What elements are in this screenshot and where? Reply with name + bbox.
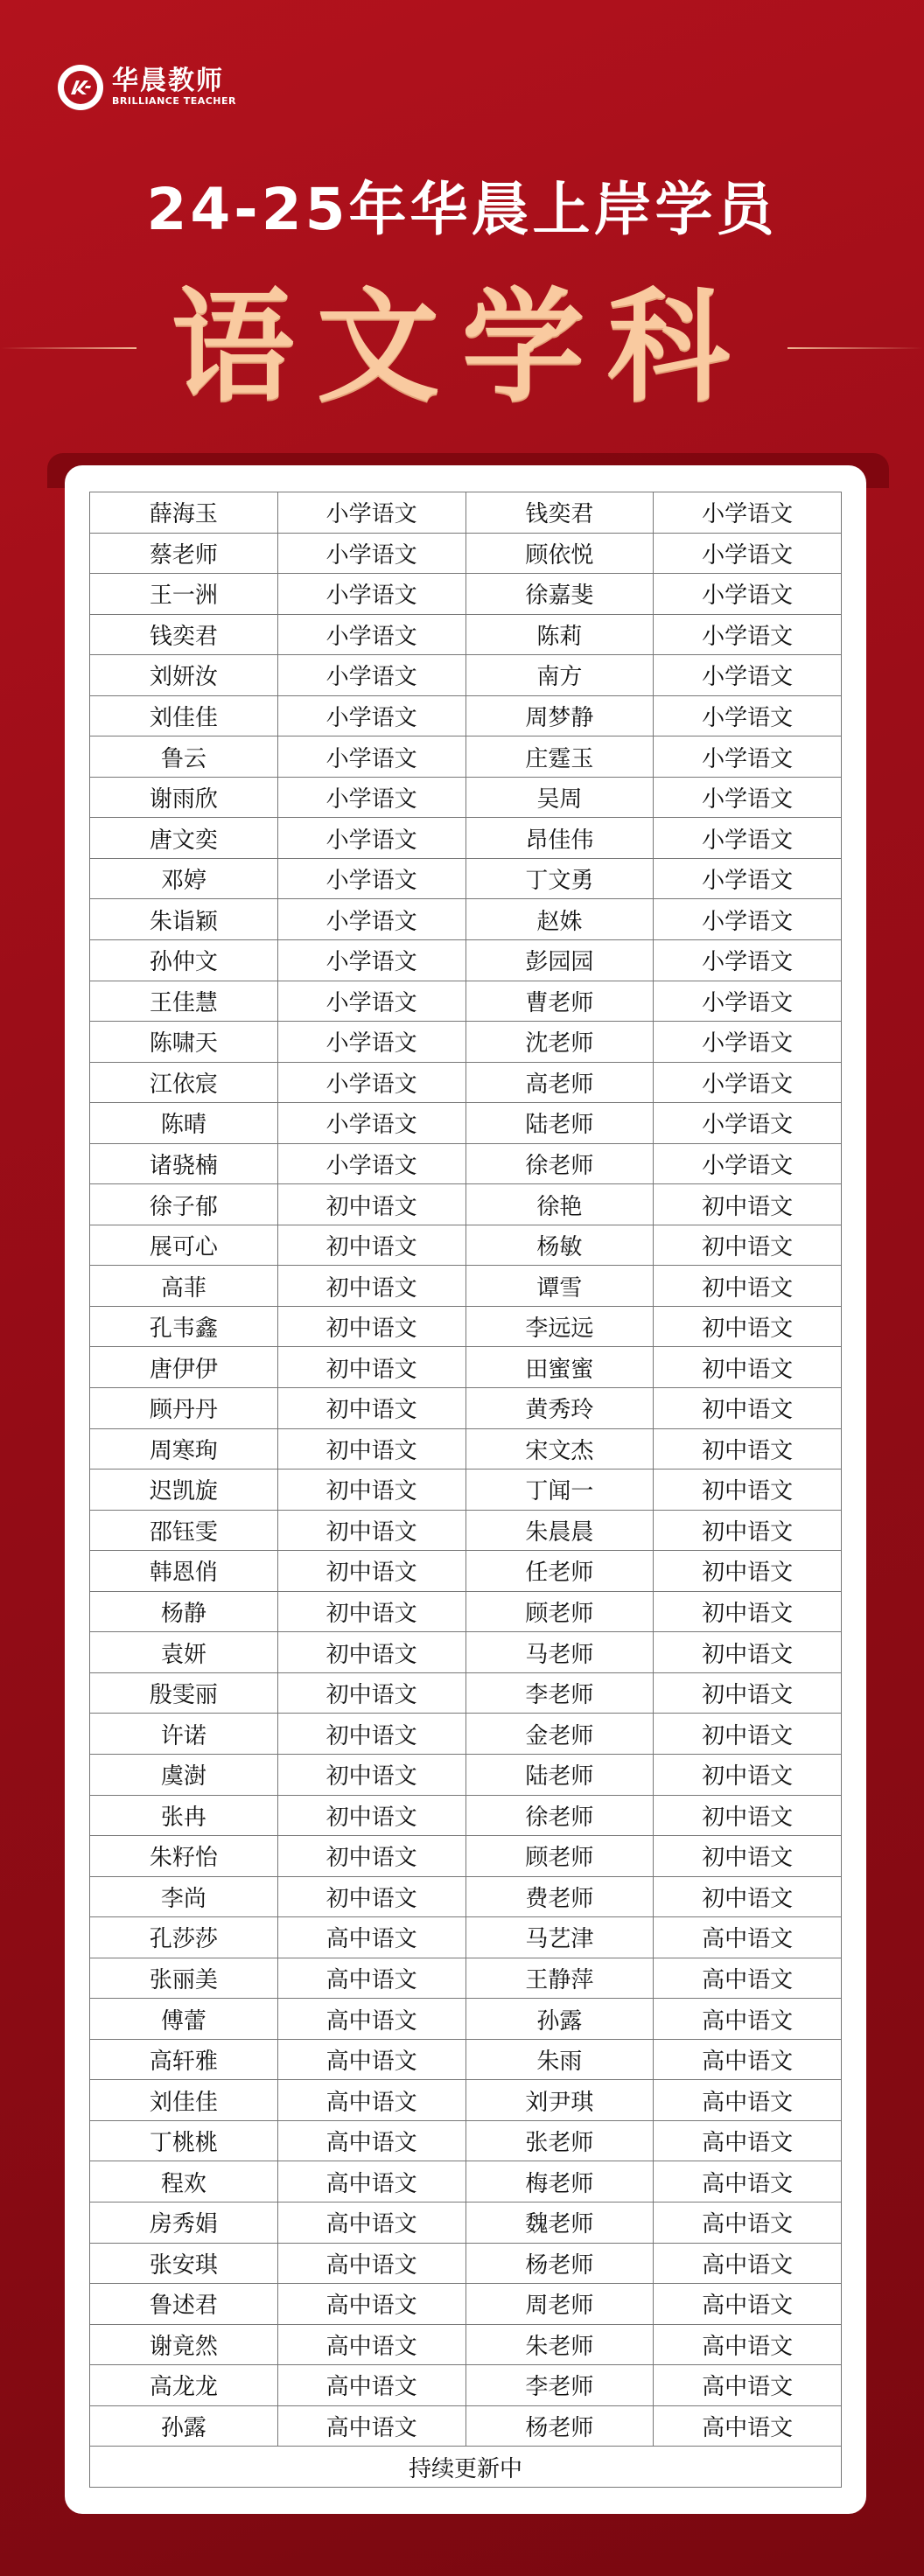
student-name-cell: 周梦静	[466, 695, 654, 736]
table-row	[90, 655, 842, 696]
table-row	[90, 1143, 842, 1184]
student-name-cell: 杨老师	[466, 2243, 654, 2284]
table-footer-row	[90, 2447, 842, 2488]
subject-cell: 小学语文	[654, 1022, 842, 1063]
subject-cell: 高中语文	[277, 2039, 466, 2080]
student-name-cell: 张冉	[90, 1795, 278, 1836]
subject-cell: 高中语文	[654, 1917, 842, 1958]
student-name-cell: 刘妍汝	[90, 655, 278, 696]
student-name-cell: 王佳慧	[90, 981, 278, 1022]
subject-cell: 初中语文	[654, 1428, 842, 1470]
subject-cell: 小学语文	[654, 858, 842, 899]
table-row	[90, 1999, 842, 2040]
student-name-cell: 孙露	[466, 1999, 654, 2040]
subject-cell: 初中语文	[654, 1795, 842, 1836]
subject-cell: 高中语文	[654, 2324, 842, 2365]
student-name-cell: 邓婷	[90, 858, 278, 899]
student-name-cell: 许诺	[90, 1714, 278, 1755]
table-row	[90, 2161, 842, 2203]
student-name-cell: 周老师	[466, 2284, 654, 2325]
subject-cell: 小学语文	[277, 574, 466, 615]
table-row	[90, 940, 842, 981]
table-row	[90, 2284, 842, 2325]
subject-cell: 高中语文	[654, 2243, 842, 2284]
subject-cell: 高中语文	[277, 1917, 466, 1958]
roster-table	[89, 492, 842, 2488]
table-row	[90, 1754, 842, 1795]
subject-cell: 小学语文	[277, 1022, 466, 1063]
subject-cell: 初中语文	[277, 1428, 466, 1470]
decorative-divider-left	[1, 347, 136, 349]
student-name-cell: 谢竟然	[90, 2324, 278, 2365]
subject-cell: 小学语文	[654, 981, 842, 1022]
subject-cell: 初中语文	[277, 1347, 466, 1388]
table-row	[90, 1917, 842, 1958]
subject-cell: 高中语文	[277, 2405, 466, 2447]
student-name-cell: 李远远	[466, 1306, 654, 1347]
table-row	[90, 1388, 842, 1429]
student-name-cell: 赵姝	[466, 899, 654, 940]
student-name-cell: 朱雨	[466, 2039, 654, 2080]
subject-cell: 小学语文	[277, 614, 466, 655]
student-name-cell: 沈老师	[466, 1022, 654, 1063]
subject-cell: 高中语文	[654, 2161, 842, 2203]
student-name-cell: 谢雨欣	[90, 777, 278, 818]
table-row	[90, 1306, 842, 1347]
roster-card	[65, 465, 866, 2514]
student-name-cell: 谭雪	[466, 1266, 654, 1307]
student-name-cell: 程欢	[90, 2161, 278, 2203]
subject-cell: 初中语文	[654, 1510, 842, 1551]
student-name-cell: 王一洲	[90, 574, 278, 615]
subject-cell: 初中语文	[654, 1551, 842, 1592]
subject-cell: 初中语文	[654, 1184, 842, 1225]
subject-cell: 初中语文	[277, 1225, 466, 1266]
table-row	[90, 1022, 842, 1063]
student-name-cell: 魏老师	[466, 2202, 654, 2243]
student-name-cell: 杨静	[90, 1591, 278, 1632]
student-name-cell: 庄霆玉	[466, 736, 654, 778]
student-name-cell: 孙露	[90, 2405, 278, 2447]
table-row	[90, 2324, 842, 2365]
subject-cell: 高中语文	[654, 2120, 842, 2161]
student-name-cell: 杨老师	[466, 2405, 654, 2447]
student-name-cell: 杨敏	[466, 1225, 654, 1266]
table-row	[90, 1836, 842, 1877]
subject-cell: 高中语文	[277, 2202, 466, 2243]
subject-cell: 高中语文	[277, 1958, 466, 1999]
subject-cell: 小学语文	[654, 492, 842, 534]
student-name-cell: 任老师	[466, 1551, 654, 1592]
student-name-cell: 张安琪	[90, 2243, 278, 2284]
student-name-cell: 刘尹琪	[466, 2080, 654, 2121]
student-name-cell: 昂佳伟	[466, 818, 654, 859]
student-name-cell: 马老师	[466, 1632, 654, 1673]
subject-cell: 初中语文	[277, 1388, 466, 1429]
student-name-cell: 周寒珣	[90, 1428, 278, 1470]
student-name-cell: 朱老师	[466, 2324, 654, 2365]
student-name-cell: 顾老师	[466, 1836, 654, 1877]
table-row	[90, 2243, 842, 2284]
student-name-cell: 彭园园	[466, 940, 654, 981]
table-row	[90, 614, 842, 655]
subject-cell: 小学语文	[654, 614, 842, 655]
subject-cell: 初中语文	[654, 1306, 842, 1347]
table-row	[90, 1470, 842, 1511]
table-row	[90, 1347, 842, 1388]
table-row	[90, 1225, 842, 1266]
subject-title: 语文学科	[171, 276, 752, 419]
subject-cell: 初中语文	[277, 1510, 466, 1551]
subject-cell: 小学语文	[654, 574, 842, 615]
student-name-cell: 陈啸天	[90, 1022, 278, 1063]
subject-cell: 高中语文	[654, 1958, 842, 1999]
student-name-cell: 刘佳佳	[90, 695, 278, 736]
student-name-cell: 宋文杰	[466, 1428, 654, 1470]
table-row	[90, 2120, 842, 2161]
student-name-cell: 朱诣颖	[90, 899, 278, 940]
student-name-cell: 李老师	[466, 2365, 654, 2406]
student-name-cell: 孔莎莎	[90, 1917, 278, 1958]
subject-cell: 小学语文	[277, 1062, 466, 1103]
subject-cell: 高中语文	[277, 2284, 466, 2325]
subject-cell: 小学语文	[277, 736, 466, 778]
subject-cell: 小学语文	[277, 695, 466, 736]
table-row	[90, 1510, 842, 1551]
student-name-cell: 王静萍	[466, 1958, 654, 1999]
student-name-cell: 迟凯旋	[90, 1470, 278, 1511]
subject-cell: 小学语文	[654, 818, 842, 859]
student-name-cell: 钱奕君	[466, 492, 654, 534]
decorative-divider-right	[788, 347, 923, 349]
subject-cell: 小学语文	[277, 818, 466, 859]
subject-cell: 初中语文	[654, 1836, 842, 1877]
subject-cell: 高中语文	[277, 2243, 466, 2284]
subject-cell: 初中语文	[277, 1672, 466, 1714]
brand-name-cn: 华晨教师	[112, 66, 224, 96]
student-name-cell: 江依宸	[90, 1062, 278, 1103]
table-row	[90, 1795, 842, 1836]
student-name-cell: 蔡老师	[90, 533, 278, 574]
subject-cell: 小学语文	[654, 940, 842, 981]
student-name-cell: 孙仲文	[90, 940, 278, 981]
student-name-cell: 张老师	[466, 2120, 654, 2161]
table-row	[90, 2202, 842, 2243]
subject-cell: 高中语文	[654, 2405, 842, 2447]
subject-header	[0, 278, 924, 418]
subject-cell: 初中语文	[654, 1225, 842, 1266]
student-name-cell: 展可心	[90, 1225, 278, 1266]
student-name-cell: 孔韦鑫	[90, 1306, 278, 1347]
student-name-cell: 高轩雅	[90, 2039, 278, 2080]
student-name-cell: 马艺津	[466, 1917, 654, 1958]
student-name-cell: 顾丹丹	[90, 1388, 278, 1429]
subject-cell: 初中语文	[277, 1266, 466, 1307]
subject-cell: 高中语文	[277, 2120, 466, 2161]
subject-cell: 小学语文	[277, 655, 466, 696]
table-row	[90, 2039, 842, 2080]
table-row	[90, 1103, 842, 1144]
student-name-cell: 金老师	[466, 1714, 654, 1755]
student-name-cell: 吴周	[466, 777, 654, 818]
subject-cell: 高中语文	[654, 1999, 842, 2040]
student-name-cell: 徐艳	[466, 1184, 654, 1225]
subject-cell: 小学语文	[277, 492, 466, 534]
subject-cell: 高中语文	[654, 2080, 842, 2121]
brand-name-en: BRILLIANCE TEACHER	[112, 95, 236, 107]
student-name-cell: 朱籽怡	[90, 1836, 278, 1877]
subject-cell: 小学语文	[654, 1062, 842, 1103]
table-row	[90, 777, 842, 818]
student-name-cell: 虞澍	[90, 1754, 278, 1795]
subject-cell: 初中语文	[654, 1388, 842, 1429]
table-row	[90, 574, 842, 615]
subject-cell: 初中语文	[654, 1347, 842, 1388]
student-name-cell: 费老师	[466, 1876, 654, 1917]
student-name-cell: 丁桃桃	[90, 2120, 278, 2161]
table-row	[90, 1876, 842, 1917]
subject-cell: 小学语文	[654, 736, 842, 778]
subject-cell: 初中语文	[277, 1876, 466, 1917]
student-name-cell: 唐文奕	[90, 818, 278, 859]
update-notice: 持续更新中	[90, 2447, 842, 2488]
student-name-cell: 高老师	[466, 1062, 654, 1103]
student-name-cell: 张丽美	[90, 1958, 278, 1999]
subject-cell: 高中语文	[277, 2324, 466, 2365]
subject-cell: 高中语文	[654, 2284, 842, 2325]
subject-cell: 小学语文	[277, 981, 466, 1022]
student-name-cell: 徐嘉斐	[466, 574, 654, 615]
subject-cell: 高中语文	[277, 2080, 466, 2121]
subject-cell: 高中语文	[654, 2365, 842, 2406]
table-row	[90, 2080, 842, 2121]
student-name-cell: 陈晴	[90, 1103, 278, 1144]
table-row	[90, 1062, 842, 1103]
student-name-cell: 薛海玉	[90, 492, 278, 534]
student-name-cell: 鲁云	[90, 736, 278, 778]
subject-cell: 初中语文	[277, 1632, 466, 1673]
subject-cell: 小学语文	[277, 940, 466, 981]
table-row	[90, 858, 842, 899]
student-name-cell: 高龙龙	[90, 2365, 278, 2406]
student-name-cell: 韩恩俏	[90, 1551, 278, 1592]
student-name-cell: 顾依悦	[466, 533, 654, 574]
subject-cell: 初中语文	[654, 1632, 842, 1673]
subject-cell: 小学语文	[654, 1143, 842, 1184]
table-row	[90, 1672, 842, 1714]
subject-cell: 小学语文	[277, 1143, 466, 1184]
subject-cell: 初中语文	[277, 1306, 466, 1347]
student-name-cell: 刘佳佳	[90, 2080, 278, 2121]
student-name-cell: 诸骁楠	[90, 1143, 278, 1184]
subject-cell: 高中语文	[654, 2039, 842, 2080]
subject-cell: 初中语文	[277, 1591, 466, 1632]
student-name-cell: 顾老师	[466, 1591, 654, 1632]
subject-cell: 初中语文	[654, 1876, 842, 1917]
student-name-cell: 丁文勇	[466, 858, 654, 899]
table-row	[90, 1266, 842, 1307]
subject-cell: 初中语文	[654, 1470, 842, 1511]
student-name-cell: 徐老师	[466, 1143, 654, 1184]
subject-cell: 小学语文	[654, 655, 842, 696]
subject-cell: 小学语文	[654, 899, 842, 940]
student-name-cell: 鲁述君	[90, 2284, 278, 2325]
table-row	[90, 1591, 842, 1632]
student-name-cell: 黄秀玲	[466, 1388, 654, 1429]
table-row	[90, 981, 842, 1022]
student-name-cell: 李尚	[90, 1876, 278, 1917]
subject-cell: 初中语文	[277, 1754, 466, 1795]
student-name-cell: 殷雯丽	[90, 1672, 278, 1714]
subject-cell: 高中语文	[654, 2202, 842, 2243]
subject-cell: 初中语文	[654, 1714, 842, 1755]
student-name-cell: 陆老师	[466, 1754, 654, 1795]
table-row	[90, 1632, 842, 1673]
student-name-cell: 李老师	[466, 1672, 654, 1714]
subject-cell: 小学语文	[277, 899, 466, 940]
student-name-cell: 邵钰雯	[90, 1510, 278, 1551]
student-name-cell: 陈莉	[466, 614, 654, 655]
subject-cell: 高中语文	[277, 1999, 466, 2040]
student-name-cell: 曹老师	[466, 981, 654, 1022]
student-name-cell: 南方	[466, 655, 654, 696]
table-row	[90, 492, 842, 534]
student-name-cell: 徐子郁	[90, 1184, 278, 1225]
student-name-cell: 房秀娟	[90, 2202, 278, 2243]
subject-cell: 小学语文	[277, 533, 466, 574]
table-row	[90, 818, 842, 859]
subject-cell: 初中语文	[654, 1591, 842, 1632]
subject-cell: 小学语文	[277, 1103, 466, 1144]
brand-logo-icon	[58, 65, 103, 110]
page-title: 24-25年华晨上岸学员	[146, 176, 778, 243]
table-row	[90, 1714, 842, 1755]
subject-cell: 小学语文	[654, 533, 842, 574]
student-name-cell: 唐伊伊	[90, 1347, 278, 1388]
student-name-cell: 梅老师	[466, 2161, 654, 2203]
student-name-cell: 袁妍	[90, 1632, 278, 1673]
student-name-cell: 傅蕾	[90, 1999, 278, 2040]
student-name-cell: 丁闻一	[466, 1470, 654, 1511]
subject-cell: 小学语文	[654, 777, 842, 818]
subject-cell: 高中语文	[277, 2161, 466, 2203]
student-name-cell: 田蜜蜜	[466, 1347, 654, 1388]
subject-cell: 初中语文	[654, 1754, 842, 1795]
subject-cell: 小学语文	[654, 1103, 842, 1144]
student-name-cell: 徐老师	[466, 1795, 654, 1836]
subject-cell: 高中语文	[277, 2365, 466, 2406]
subject-cell: 初中语文	[277, 1470, 466, 1511]
subject-cell: 初中语文	[277, 1836, 466, 1877]
subject-cell: 小学语文	[277, 858, 466, 899]
student-name-cell: 钱奕君	[90, 614, 278, 655]
student-name-cell: 高菲	[90, 1266, 278, 1307]
table-row	[90, 899, 842, 940]
subject-cell: 小学语文	[654, 695, 842, 736]
table-row	[90, 1428, 842, 1470]
table-row	[90, 533, 842, 574]
brand-logo	[58, 65, 236, 110]
table-row	[90, 736, 842, 778]
table-row	[90, 1958, 842, 1999]
subject-cell: 初中语文	[277, 1795, 466, 1836]
subject-cell: 初中语文	[277, 1551, 466, 1592]
student-name-cell: 陆老师	[466, 1103, 654, 1144]
table-row	[90, 2365, 842, 2406]
subject-cell: 初中语文	[654, 1672, 842, 1714]
student-name-cell: 朱晨晨	[466, 1510, 654, 1551]
subject-cell: 初中语文	[277, 1184, 466, 1225]
table-row	[90, 1184, 842, 1225]
table-row	[90, 695, 842, 736]
subject-cell: 小学语文	[277, 777, 466, 818]
table-row	[90, 2405, 842, 2447]
subject-cell: 初中语文	[654, 1266, 842, 1307]
table-row	[90, 1551, 842, 1592]
subject-cell: 初中语文	[277, 1714, 466, 1755]
